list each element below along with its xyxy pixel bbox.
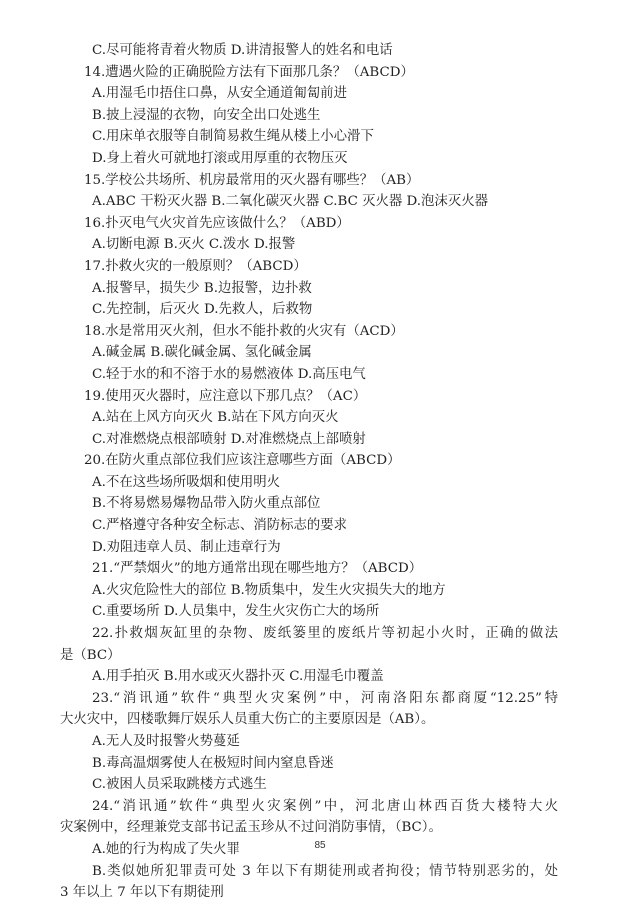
question-17: 17.扑救火灾的一般原则？（ABCD） — [84, 258, 307, 274]
option-line: A.碱金属 B.碳化碱金属、氢化碱金属 — [92, 345, 312, 361]
option-line: A.站在上风方向灭火 B.站在下风方向灭火 — [92, 410, 339, 426]
option-line: B.不将易燃易爆物品带入防火重点部位 — [92, 496, 321, 512]
question-18: 18.水是常用灭火剂，但水不能扑救的火灾有（ACD） — [84, 323, 404, 339]
option-line: A.不在这些场所吸烟和使用明火 — [92, 474, 281, 490]
option-line: A.无人及时报警火势蔓延 — [92, 734, 240, 749]
page-number: 85 — [314, 840, 326, 851]
question-19: 19.使用灭火器时，应注意以下那几点？（AC） — [84, 388, 367, 404]
question-16: 16.扑灭电气火灾首先应该做什么？（ABD） — [84, 215, 350, 231]
option-line: C.对准燃烧点根部喷射 D.对准燃烧点上部喷射 — [92, 431, 366, 447]
option-line: C.用床单衣服等自制简易救生绳从楼上小心滑下 — [92, 129, 374, 145]
option-line: C.重要场所 D.人员集中，发生火灾伤亡大的场所 — [92, 604, 380, 620]
option-line: B.毒高温烟雾使人在极短时间内窒息昏迷 — [92, 755, 334, 771]
option-line-continued: 3 年以上 7 年以下有期徒刑 — [60, 885, 224, 901]
question-22: 22.扑救烟灰缸里的杂物、废纸篓里的废纸片等初起小火时，正确的做法 — [92, 626, 558, 642]
question-15: 15.学校公共场所、机房最常用的灭火器有哪些？（AB） — [84, 172, 420, 188]
option-line: A.用湿毛巾捂住口鼻，从安全通道匍匐前进 — [92, 86, 347, 102]
option-line: A.ABC 干粉灭火器 B.二氧化碳灭火器 C.BC 灭火器 D.泡沫灭火器 — [92, 194, 488, 210]
option-line: B.类似她所犯罪责可处 3 年以下有期徒刑或者拘役；情节特别恶劣的，处 — [92, 863, 558, 879]
option-line: D.身上着火可就地打滚或用厚重的衣物压灭 — [92, 150, 348, 166]
option-line: C.轻于水的和不溶于水的易燃液体 D.高压电气 — [92, 366, 366, 382]
option-line: A.用手拍灭 B.用水或灭火器扑灭 C.用湿毛巾覆盖 — [92, 669, 384, 685]
question-24-continued: 灾案例中，经理兼党支部书记孟玉珍从不过问消防事情，（BC）。 — [60, 820, 442, 836]
question-14: 14.遭遇火险的正确脱险方法有下面那几条？（ABCD） — [84, 64, 414, 80]
option-line: A.她的行为构成了失火罪 — [92, 841, 240, 857]
text-line: C.尽可能将青着火物质 D.讲清报警人的姓名和电话 — [92, 43, 393, 58]
question-20: 20.在防火重点部位我们应该注意哪些方面（ABCD） — [84, 453, 401, 469]
option-line: D.劝阻违章人员、制止违章行为 — [92, 539, 281, 555]
question-23: 23.“消讯通”软件“典型火灾案例”中，河南洛阳东都商厦“12.25”特 — [92, 690, 558, 706]
option-line: A.切断电源 B.灭火 C.泼水 D.报警 — [92, 237, 296, 253]
option-line: B.披上浸湿的衣物，向安全出口处逃生 — [92, 107, 321, 123]
document-body — [0, 40, 640, 904]
question-22-continued: 是（BC） — [60, 647, 121, 663]
option-line: C.先控制，后灭火 D.先救人，后救物 — [92, 302, 313, 318]
option-line: A.报警早，损失少 B.边报警，边扑救 — [92, 280, 312, 296]
question-21: 21.“严禁烟火”的地方通常出现在哪些地方？（ABCD） — [92, 561, 423, 577]
option-line: C.被困人员采取跳楼方式逃生 — [92, 777, 267, 793]
question-24: 24.“消讯通”软件“典型火灾案例”中，河北唐山林西百货大楼特大火 — [92, 798, 558, 814]
option-line: A.火灾危险性大的部位 B.物质集中，发生火灾损失大的地方 — [92, 582, 446, 598]
question-23-continued: 大火灾中，四楼歌舞厅娱乐人员重大伤亡的主要原因是（AB）。 — [60, 712, 435, 728]
option-line: C.严格遵守各种安全标志、消防标志的要求 — [92, 518, 348, 534]
